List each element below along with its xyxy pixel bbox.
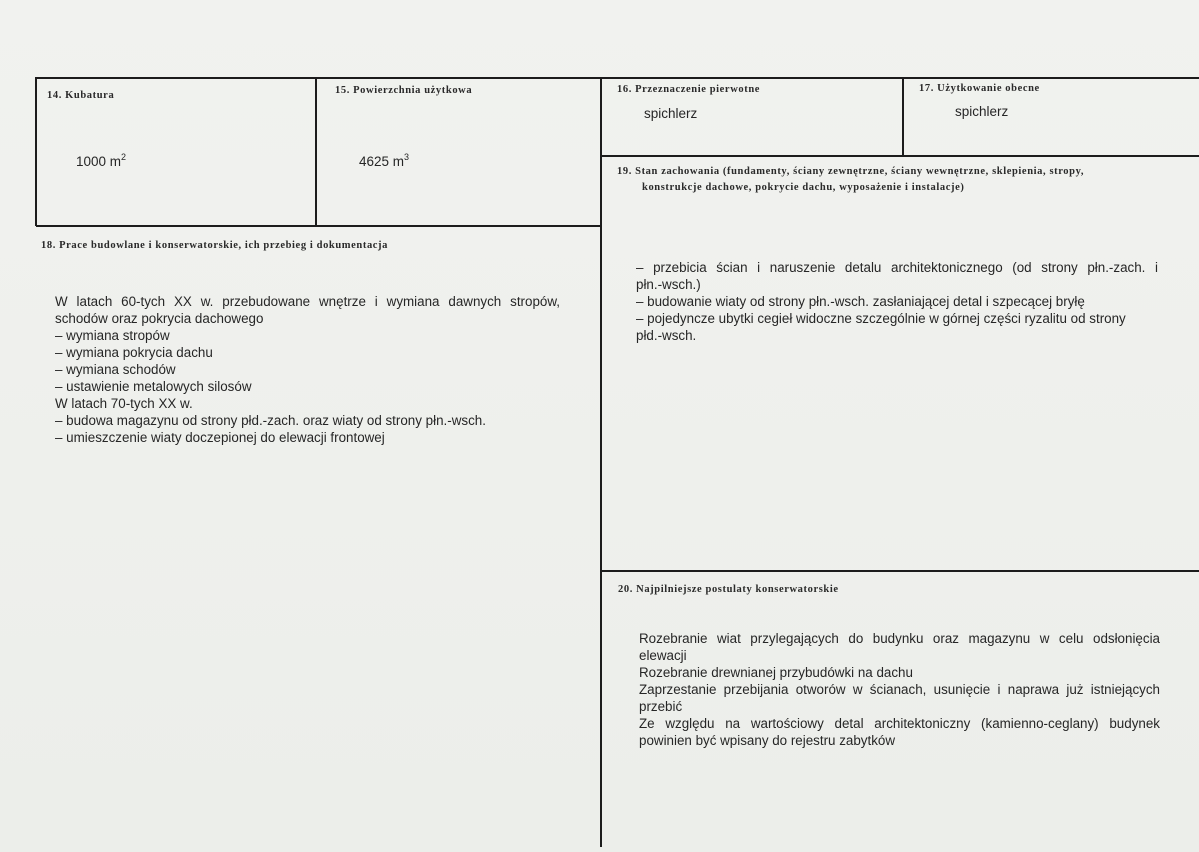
stan-text [636, 259, 1158, 344]
postulaty-line-5: przebić [639, 699, 683, 714]
stan-line-5: płd.-wsch. [636, 328, 697, 343]
przeznaczenie-label: 16. Przeznaczenie pierwotne [617, 84, 761, 95]
divider-16-17 [902, 77, 904, 156]
prace-label: 18. Prace budowlane i konserwatorskie, ich przebieg i dokumentacja [41, 240, 389, 251]
stan-line-2: płn.-wsch.) [636, 277, 701, 292]
stan-line-3: – budowanie wiaty od strony płn.-wsch. zasłaniającej detal i szpecącej bryłę [636, 294, 1085, 309]
prace-line-6: – ustawienie metalowych silosów [55, 379, 252, 394]
powierzchnia-value [359, 153, 409, 170]
postulaty-line-4: Zaprzestanie przebijania otworów w ścianach, usunięcie i naprawa już istniejących [639, 682, 1160, 697]
prace-line-9: – umieszczenie wiaty doczepionej do elewacji frontowej [55, 430, 385, 445]
postulaty-line-2: elewacji [639, 648, 687, 663]
prace-line-4: – wymiana pokrycia dachu [55, 345, 213, 360]
powierzchnia-label: 15. Powierzchnia użytkowa [335, 85, 473, 96]
kubatura-unit-exponent: 2 [121, 152, 127, 162]
prace-line-7: W latach 70-tych XX w. [55, 396, 193, 411]
top-border-line [36, 77, 1199, 79]
prace-line-3: – wymiana stropów [55, 328, 170, 343]
uzytkowanie-value: spichlerz [955, 104, 1009, 119]
divider-14-15 [315, 77, 317, 226]
prace-line-8: – budowa magazynu od strony płd.-zach. oraz wiaty od strony płn.-wsch. [55, 413, 486, 428]
divider-center [600, 77, 602, 847]
uzytkowanie-label: 17. Użytkowanie obecne [919, 83, 1040, 94]
powierzchnia-unit-exponent: 3 [404, 152, 410, 162]
postulaty-line-3: Rozebranie drewnianej przybudówki na dachu [639, 665, 913, 680]
postulaty-line-6: Ze względu na wartościowy detal architektoniczny (kamienno-ceglany) budynek [639, 716, 1160, 731]
kubatura-value [76, 153, 126, 170]
row1-bottom-right-line [601, 155, 1199, 157]
postulaty-line-1: Rozebranie wiat przylegających do budynku oraz magazynu w celu odsłonięcia [639, 631, 1160, 646]
postulaty-text [639, 630, 1160, 749]
stan-label-line-1: 19. Stan zachowania (fundamenty, ściany zewnętrzne, ściany wewnętrzne, sklepienia, stropy, [617, 166, 1085, 177]
postulaty-line-7: powinien być wpisany do rejestru zabytków [639, 733, 896, 748]
row1-bottom-left-line [36, 225, 602, 227]
prace-line-1: W latach 60-tych XX w. przebudowane wnętrze i wymiana dawnych stropów, [55, 294, 560, 309]
postulaty-label: 20. Najpilniejsze postulaty konserwatorskie [618, 584, 839, 595]
kubatura-number: 1000 m [76, 154, 122, 169]
powierzchnia-number: 4625 m [359, 154, 405, 169]
prace-text [55, 293, 560, 446]
prace-line-2: schodów oraz pokrycia dachowego [55, 311, 264, 326]
stan-line-4: – pojedyncze ubytki cegieł widoczne szczególnie w górnej części ryzalitu od strony [636, 311, 1126, 326]
stan-label-line-2: konstrukcje dachowe, pokrycie dachu, wyposażenie i instalacje) [642, 182, 965, 193]
stan-line-1: – przebicia ścian i naruszenie detalu architektonicznego (od strony płn.-zach. i [636, 260, 1158, 275]
kubatura-label: 14. Kubatura [47, 90, 115, 101]
section20-top-line [601, 570, 1199, 572]
prace-line-5: – wymiana schodów [55, 362, 176, 377]
przeznaczenie-value: spichlerz [644, 106, 698, 121]
left-border-line [35, 77, 37, 226]
